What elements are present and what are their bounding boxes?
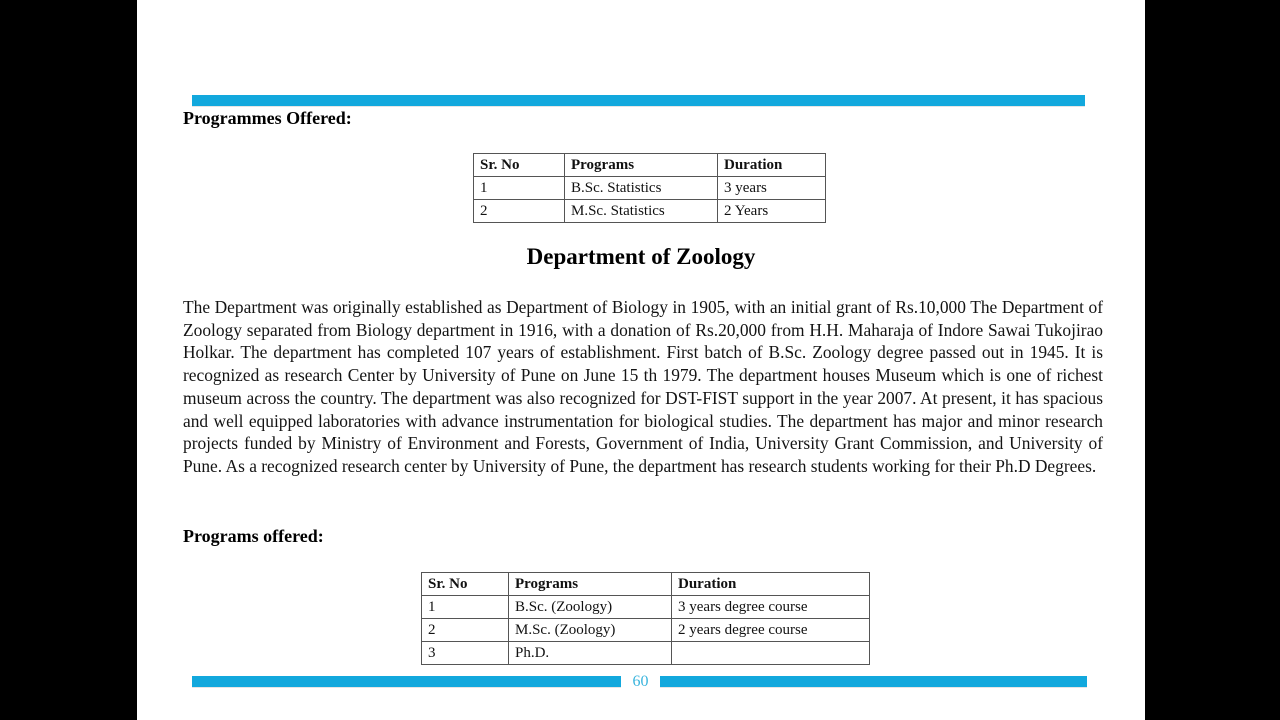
cell-sr-no: 1 — [422, 596, 509, 619]
cell-program: B.Sc. (Zoology) — [509, 596, 672, 619]
zoology-programs-table — [421, 572, 870, 665]
cell-duration: 3 years — [718, 177, 826, 200]
page-number: 60 — [632, 673, 649, 690]
column-header-programs: Programs — [565, 154, 718, 177]
cell-program: Ph.D. — [509, 642, 672, 665]
programmes-offered-label: Programmes Offered: — [183, 108, 352, 128]
table-header-row — [422, 573, 870, 596]
column-header-sr-no: Sr. No — [474, 154, 565, 177]
top-accent-bar — [192, 95, 1085, 106]
cell-duration: 3 years degree course — [672, 596, 870, 619]
cell-sr-no: 3 — [422, 642, 509, 665]
table-row — [422, 619, 870, 642]
programs-offered-label: Programs offered: — [183, 526, 324, 546]
document-page — [137, 0, 1145, 720]
cell-duration: 2 years degree course — [672, 619, 870, 642]
cell-duration — [672, 642, 870, 665]
bottom-accent-bar-left — [192, 676, 621, 687]
cell-sr-no: 2 — [474, 200, 565, 223]
table-row — [422, 596, 870, 619]
department-heading: Department of Zoology — [526, 244, 756, 269]
cell-sr-no: 2 — [422, 619, 509, 642]
table-row — [422, 642, 870, 665]
column-header-duration: Duration — [718, 154, 826, 177]
cell-program: M.Sc. Statistics — [565, 200, 718, 223]
statistics-programmes-table — [473, 153, 826, 223]
column-header-sr-no: Sr. No — [422, 573, 509, 596]
cell-duration: 2 Years — [718, 200, 826, 223]
department-description-paragraph: The Department was originally established as Department of Biology in 1905, with an initial grant of Rs.10,000 The Department of Zoology separated from Biology department in 1916, with a donation of Rs.20,000 from H.H. Maharaja of Indore Sawai Tukojirao Holkar. The department has completed 107 years of establishment. First batch of B.Sc. Zoology degree passed out in 1945. It is recognized as research Center by University of Pune on June 15 th 1979. The department houses Museum which is one of richest museum across the country. The department was also recognized for DST-FIST support in the year 2007. At present, it has spacious and well equipped laboratories with advance instrumentation for biological studies. The department has major and minor research projects funded by Ministry of Environment and Forests, Government of India, University Grant Commission, and University of Pune. As a recognized research center by University of Pune, the department has research students working for their Ph.D Degrees. — [183, 297, 1103, 476]
table-header-row — [474, 154, 826, 177]
bottom-accent-bar-right — [660, 676, 1087, 687]
cell-program: B.Sc. Statistics — [565, 177, 718, 200]
column-header-duration: Duration — [672, 573, 870, 596]
table-row — [474, 177, 826, 200]
cell-sr-no: 1 — [474, 177, 565, 200]
cell-program: M.Sc. (Zoology) — [509, 619, 672, 642]
column-header-programs: Programs — [509, 573, 672, 596]
table-row — [474, 200, 826, 223]
